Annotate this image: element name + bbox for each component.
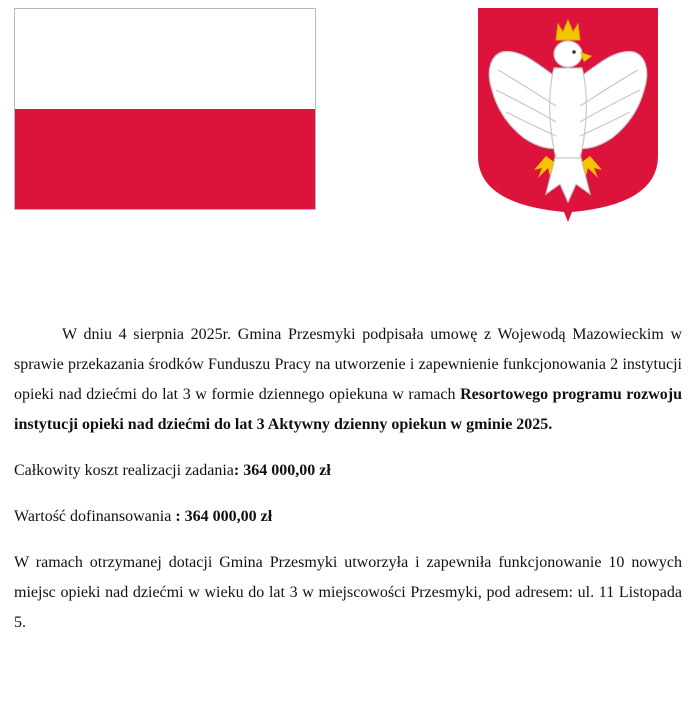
polish-eagle-emblem-icon <box>476 6 660 224</box>
polish-flag <box>14 8 316 210</box>
funding-value: : 364 000,00 zł <box>175 508 273 525</box>
total-cost-line: Całkowity koszt realizacji zadania: 364 000,00 zł <box>14 462 331 479</box>
total-cost-value: : 364 000,00 zł <box>233 462 331 479</box>
funding-line: Wartość dofinansowania : 364 000,00 zł <box>14 508 273 525</box>
flag-white-stripe <box>15 9 315 109</box>
announcement-text <box>14 320 682 638</box>
flag-red-stripe <box>15 109 315 209</box>
program-name: Resortowego programu rozwoju instytucji opieki nad dziećmi do lat 3 Aktywny dzienny opiekun w gminie 2025. <box>14 386 683 433</box>
paragraph-result: W ramach otrzymanej dotacji Gmina Przesmyki utworzyła i zapewniła funkcjonowanie 10 nowych miejsc opieki nad dziećmi w wieku do lat 3 w miejscowości Przesmyki, pod adresem: ul. 11 Listopada 5. <box>14 554 682 631</box>
paragraph-agreement: W dniu 4 sierpnia 2025r. Gmina Przesmyki podpisała umowę z Wojewodą Mazowieckim w sprawie przekazania środków Funduszu Pracy na utworzenie i zapewnienie funkcjonowania 2 instytucji opieki nad dziećmi do lat 3 w formie dziennego opiekuna w ramach Resortowego programu rozwoju instytucji opieki nad dziećmi do lat 3 Aktywny dzienny opiekun w gminie 2025. <box>14 326 683 433</box>
